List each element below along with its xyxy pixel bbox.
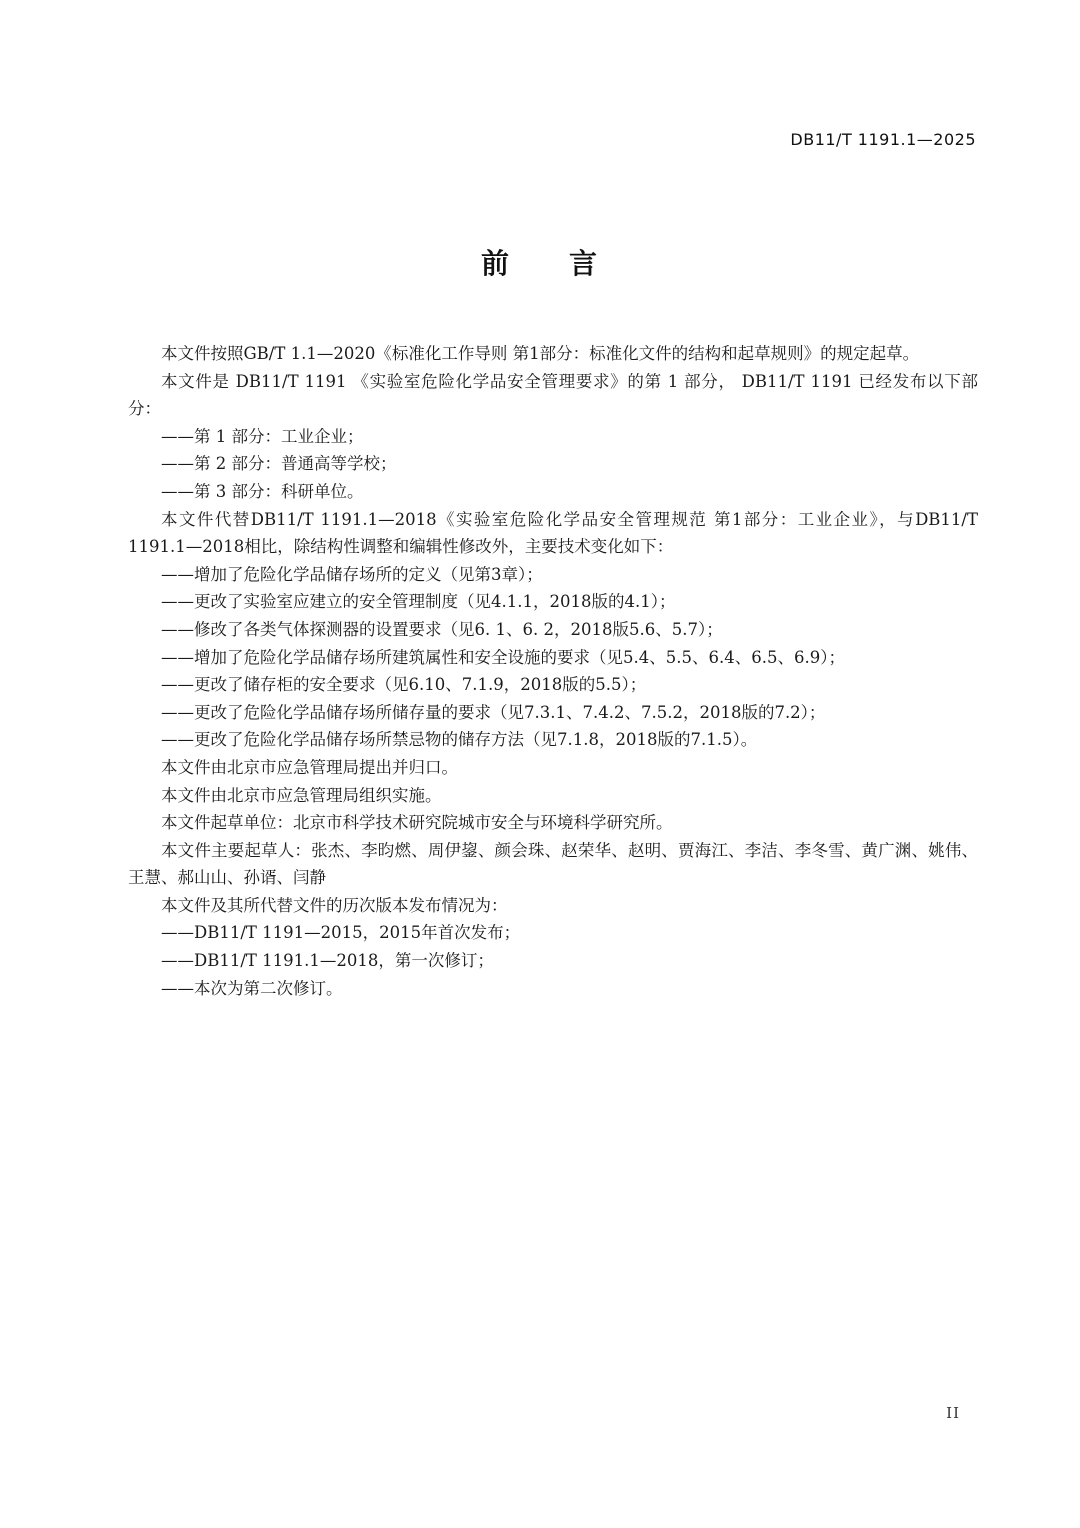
list-item-change: ——更改了危险化学品储存场所禁忌物的储存方法（见7.1.8，2018版的7.1.5）。	[161, 730, 758, 750]
paragraph-drafting-unit: 本文件起草单位：北京市科学技术研究院城市安全与环境科学研究所。	[161, 813, 673, 833]
paragraph-proposer: 本文件由北京市应急管理局提出并归口。	[161, 757, 458, 777]
paragraph-replacement: 本文件代替DB11/T 1191.1—2018《实验室危险化学品安全管理规范 第1部分：工业企业》，与DB11/T 1191.1—2018相比，除结构性调整和编辑性修改外，主要技术变化如下：	[128, 509, 978, 557]
paragraph-history-intro: 本文件及其所代替文件的历次版本发布情况为：	[161, 895, 508, 915]
page-title	[0, 242, 1080, 282]
list-item-part: ——第 3 部分：科研单位。	[161, 481, 364, 501]
list-item-part: ——第 1 部分：工业企业；	[161, 426, 364, 446]
list-item-change: ——修改了各类气体探测器的设置要求（见6. 1、6. 2，2018版5.6、5.7）；	[161, 619, 723, 639]
list-item-history: ——DB11/T 1191.1—2018，第一次修订；	[161, 951, 494, 971]
list-item-change: ——更改了实验室应建立的安全管理制度（见4.1.1，2018版的4.1）；	[161, 592, 676, 612]
list-item-history: ——DB11/T 1191—2015，2015年首次发布；	[161, 923, 521, 943]
list-item-change: ——更改了储存柜的安全要求（见6.10、7.1.9，2018版的5.5）；	[161, 675, 647, 695]
list-item-part: ——第 2 部分：普通高等学校；	[161, 454, 397, 474]
page-number: II	[946, 1404, 960, 1422]
paragraph-implementer: 本文件由北京市应急管理局组织实施。	[161, 785, 442, 805]
document-code: DB11/T 1191.1—2025	[790, 130, 976, 149]
list-item-history: ——本次为第二次修订。	[161, 978, 343, 998]
title-char-2: 言	[569, 247, 600, 280]
list-item-change: ——更改了危险化学品储存场所储存量的要求（见7.3.1、7.4.2、7.5.2，2018版的7.2）；	[161, 702, 826, 722]
list-item-change: ——增加了危险化学品储存场所建筑属性和安全设施的要求（见5.4、5.5、6.4、6.5、6.9）；	[161, 647, 845, 667]
paragraph-series-intro: 本文件是 DB11/T 1191 《实验室危险化学品安全管理要求》的第 1 部分， DB11/T 1191 已经发布以下部分：	[128, 371, 978, 419]
paragraph-drafters: 本文件主要起草人：张杰、李昀燃、周伊鋆、颜会珠、赵荣华、赵明、贾海江、李洁、李冬雪、黄广渊、姚伟、王慧、郝山山、孙谞、闫静	[128, 840, 978, 888]
paragraph-drafting-rules: 本文件按照GB/T 1.1—2020《标准化工作导则 第1部分：标准化文件的结构和起草规则》的规定起草。	[161, 344, 920, 363]
foreword-body	[128, 340, 978, 1002]
list-item-change: ——增加了危险化学品储存场所的定义（见第3章）；	[161, 564, 543, 584]
title-char-1: 前	[480, 247, 511, 280]
